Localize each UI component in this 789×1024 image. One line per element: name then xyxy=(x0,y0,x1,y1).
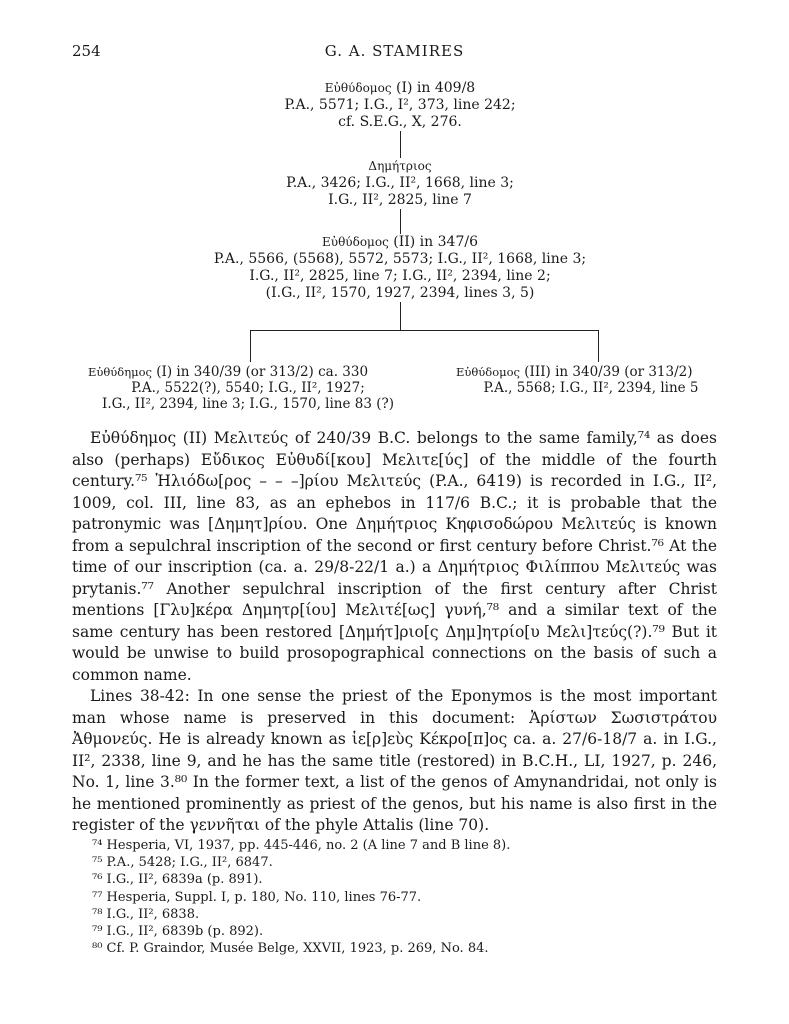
footnote: ⁷⁸ I.G., II², 6838. xyxy=(92,906,200,922)
stemma-generation-2 xyxy=(120,158,680,209)
body-paragraph: Εὐθύδημος (II) Μελιτεύς of 240/39 B.C. belongs to the same family,⁷⁴ as does also (perhaps) Εὔδικος Εὐθυδί[κου] Μελιτε[ύς] of the middle of the fourth century.⁷⁵ Ἡλιόδω[ρος – – –]ρίου Μελιτεύς (P.A., 6419) is recorded in I.G., II², 1009, col. III, line 83, as an ephebos in 117/6 B.C.; it is probable that the patronymic was [Δημητ]ρίου. One Δημήτριος Κηφισοδώρου Μελιτεύς is known from a sepulchral inscription of the second or first century before Christ.⁷⁶ At the time of our inscription (ca. a. 29/8-22/1 a.) a Δημήτριος Φιλίππου Μελιτεύς was prytanis.⁷⁷ Another sepulchral inscription of the first century after Christ mentions [Γλυ]κέρα Δημητρ[ίου] Μελιτέ[ως] γυνή,⁷⁸ and a similar text of the same century has been restored [Δημήτ]ριο[ς Δημ]ητρίο[υ Μελι]τεύς(?).⁷⁹ But it would be unwise to build prosopographical connections on the basis of such a common name. xyxy=(72,429,717,684)
footnote: ⁷⁹ I.G., II², 6839b (p. 892). xyxy=(92,924,264,940)
stemma-name: Δημήτριος xyxy=(368,159,432,173)
stemma-name: Εὐθύδομος xyxy=(322,235,389,249)
stemma-child-left xyxy=(88,364,408,412)
main-text xyxy=(72,428,717,837)
body-paragraph: Lines 38-42: In one sense the priest of the Eponymos is the most important man whose name is preserved in this document: Ἀρίστων Σωσιστράτου Ἀθμονεύς. He is already known as ἱε[ρ]εὺς Κέκρο[π]ος ca. a. 27/6-18/7 a. in I.G., II², 2338, line 9, and he has the same title (restored) in B.C.H., LI, 1927, p. 246, No. 1, line 3.⁸⁰ In the former text, a list of the genos of Amynandridai, not only is he mentioned prominently as priest of the genos, but his name is also first in the register of the γεννῆται of the phyle Attalis (line 70). xyxy=(72,687,717,834)
stemma-reference: (I.G., II², 1570, 1927, 2394, lines 3, 5) xyxy=(265,285,535,301)
footnotes xyxy=(92,837,712,957)
stemma-reference: I.G., II², 2825, line 7 xyxy=(328,192,472,208)
stemma-reference: P.A., 5566, (5568), 5572, 5573; I.G., II², 1668, line 3; xyxy=(213,251,587,267)
stemma-connector xyxy=(400,302,401,330)
stemma-connector xyxy=(598,330,599,362)
footnote: ⁷⁵ P.A., 5428; I.G., II², 6847. xyxy=(92,855,273,871)
footnote: ⁷⁷ Hesperia, Suppl. I, p. 180, No. 110, lines 76-77. xyxy=(92,889,422,905)
footnote: ⁷⁶ I.G., II², 6839a (p. 891). xyxy=(92,872,263,888)
stemma-name: Εὐθύδομος xyxy=(324,81,392,95)
stemma-connector xyxy=(400,209,401,234)
stemma-generation-1 xyxy=(120,80,680,131)
stemma-connector xyxy=(400,131,401,158)
stemma-date: (I) in 409/8 xyxy=(391,80,476,96)
stemma-date: (III) in 340/39 (or 313/2) xyxy=(520,364,693,380)
stemma-reference: cf. S.E.G., X, 276. xyxy=(338,114,462,130)
stemma-reference: P.A., 5568; I.G., II², 2394, line 5 xyxy=(483,380,699,396)
running-head: G. A. STAMIRES xyxy=(324,42,465,60)
stemma-reference: P.A., 3426; I.G., II², 1668, line 3; xyxy=(286,175,514,191)
stemma-reference: P.A., 5571; I.G., I², 373, line 242; xyxy=(284,97,516,113)
stemma-date: (I) in 340/39 (or 313/2) ca. 330 xyxy=(151,364,369,380)
stemma-name: Εὐθύδομος xyxy=(456,365,520,379)
stemma-reference: I.G., II², 2825, line 7; I.G., II², 2394, line 2; xyxy=(249,268,551,284)
page-number: 254 xyxy=(72,42,101,60)
stemma-connector xyxy=(250,330,251,362)
stemma-name: Εὐθύδημος xyxy=(88,365,152,379)
stemma-reference: I.G., II², 2394, line 3; I.G., 1570, line 83 (?) xyxy=(101,396,395,412)
stemma-child-right xyxy=(456,364,726,396)
stemma-branch-line xyxy=(250,330,599,331)
stemma-generation-3 xyxy=(120,234,680,302)
footnote: ⁷⁴ Hesperia, VI, 1937, pp. 445-446, no. 2 (A line 7 and B line 8). xyxy=(92,838,511,853)
footnote: ⁸⁰ Cf. P. Graindor, Musée Belge, XXVII, 1923, p. 269, No. 84. xyxy=(92,941,489,957)
stemma-reference: P.A., 5522(?), 5540; I.G., II², 1927; xyxy=(131,380,365,396)
stemma-date: (II) in 347/6 xyxy=(388,234,478,250)
